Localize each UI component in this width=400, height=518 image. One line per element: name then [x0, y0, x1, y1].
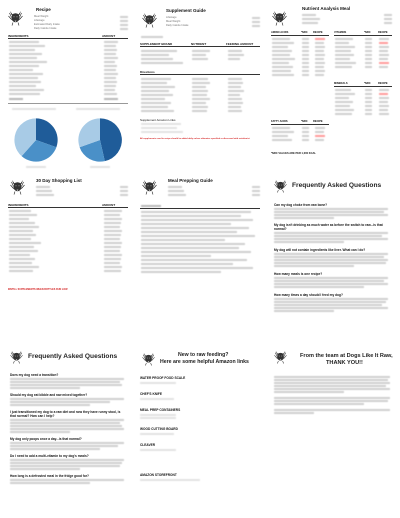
- page-title: Frequently Asked Questions: [292, 182, 382, 189]
- page-title: Recipe: [36, 7, 51, 12]
- link-section-heading: WATER PROOF FOOD SCALE: [140, 376, 186, 380]
- faq-question: How many meals is one recipe?: [274, 272, 323, 276]
- page-title: 30 Day Shopping List: [36, 178, 82, 183]
- dog-logo-icon: [142, 179, 157, 195]
- column-header: SUPPLEMENT BRAND: [140, 42, 173, 46]
- divider: [271, 124, 329, 125]
- meta-label: Meal Weight: [34, 15, 49, 18]
- page-title: From the team at Dogs Like It Raw,: [300, 353, 393, 359]
- link-section-heading: WOOD CUTTING BOARD: [140, 427, 178, 431]
- supplement-meta: [166, 16, 260, 28]
- column-header: *NRC: [301, 31, 308, 34]
- faq-question: How many times a day should I feed my dog?: [274, 293, 343, 297]
- page-subtitle: Here are some helpful Amazon links: [160, 359, 249, 365]
- page-subtitle: THANK YOU!!: [326, 360, 363, 366]
- meta-label: Meal Weight: [166, 20, 181, 23]
- divider: [334, 35, 392, 36]
- column-header: RECIPE: [313, 31, 323, 34]
- column-header: AMOUNT: [102, 34, 116, 38]
- pie-chart: [76, 116, 124, 164]
- recipe-meta: [34, 15, 128, 31]
- column-header: NUTRIENT: [191, 42, 207, 46]
- meta-label: Daily Calorie Intake: [166, 24, 189, 27]
- directions-heading: Directions: [140, 70, 155, 74]
- dog-logo-icon: [142, 352, 155, 366]
- dog-logo-icon: [274, 179, 287, 193]
- column-header: AMOUNT: [102, 203, 116, 207]
- page-title: Frequently Asked Questions: [28, 353, 118, 360]
- link-section-heading: MEAL PREP CONTAINERS: [140, 408, 181, 412]
- divider: [8, 207, 128, 208]
- meta-label: Estimated Daily Intake: [34, 23, 60, 26]
- shopping-list-page: [4, 175, 132, 343]
- faq-question: Should my dog eat kibble and raw mixed together?: [10, 393, 88, 397]
- meta-label: Lifestage: [166, 16, 177, 19]
- column-header: *NRC: [301, 120, 308, 123]
- divider: [140, 46, 260, 47]
- meta-label: Lifestage: [34, 19, 45, 22]
- recipe-page: [4, 4, 132, 172]
- amino-acids-heading: AMINO ACIDS: [271, 31, 289, 34]
- faq-question: My dog isn't drinking as much water as before the switch to raw...is that normal?: [274, 223, 383, 231]
- divider: [8, 103, 128, 104]
- nutrient-analysis-page: [268, 4, 396, 172]
- faq-page-2: [4, 346, 132, 514]
- minerals-heading: MINERALS: [334, 82, 348, 85]
- column-header: RECIPE: [378, 31, 388, 34]
- fatty-acids-heading: FATTY ACIDS: [271, 120, 288, 123]
- link-section-heading: AMAZON STOREFRONT: [140, 473, 177, 477]
- meal-prep-page: [136, 175, 264, 343]
- divider: [140, 74, 260, 75]
- nutrient-meta: [302, 13, 392, 25]
- nrc-footnote: *NRC VALUES ARE PER 1,000 KCAL: [271, 152, 316, 155]
- column-header: INGREDIENTS: [8, 203, 29, 207]
- link-section-heading: CHEF'S KNIFE: [140, 392, 163, 396]
- column-header: RECIPE: [313, 120, 323, 123]
- thank-you-page: [268, 346, 396, 514]
- column-header: FEEDING AMOUNT: [226, 42, 254, 46]
- prep-meta: [168, 185, 260, 197]
- column-header: *NRC: [364, 31, 371, 34]
- column-header: INGREDIENTS: [8, 34, 29, 38]
- page-title: Meal Prepping Guide: [168, 178, 213, 183]
- pie-chart: [12, 116, 60, 164]
- divider: [334, 86, 392, 87]
- faq-question: How long is a defrosted meal in the fridge good for?: [10, 474, 89, 478]
- amazon-links-page: [136, 346, 264, 514]
- link-section-heading: CLEAVER: [140, 443, 155, 447]
- page-title: Supplement Guide: [166, 8, 206, 13]
- column-header: RECIPE: [378, 82, 388, 85]
- dog-logo-icon: [274, 350, 287, 364]
- faq-question: I just transitioned my dog to a raw diet and now they have runny stool, is that normal? How can I help?: [10, 410, 121, 418]
- dog-logo-icon: [142, 12, 157, 28]
- page-title: Nutrient Analysis Meal: [302, 6, 351, 11]
- meta-label: Daily Calorie Intake: [34, 27, 57, 30]
- supplement-note: All supplements used in recipe should be added daily unless otherwise specified or discussed with nutritionist: [140, 138, 250, 140]
- divider: [8, 38, 128, 39]
- dog-logo-icon: [272, 10, 287, 26]
- shopping-meta: [36, 185, 128, 197]
- faq-question: Does my dog need a transition?: [10, 373, 59, 377]
- faq-question: Do I need to add a multi-vitamin to my dog's meals?: [10, 454, 89, 458]
- divider: [140, 208, 260, 209]
- faq-page-1: [268, 175, 396, 343]
- amazon-links-heading: Supplement Amazon Links: [140, 118, 176, 122]
- column-header: *NRC: [364, 82, 371, 85]
- dog-logo-icon: [10, 179, 25, 195]
- dog-logo-icon: [8, 10, 23, 26]
- faq-question: My dog only poops once a day...is that normal?: [10, 437, 82, 441]
- restock-note: INSTILL SUPPLEMENTS WHEN BOTTLES RUN LOW: [8, 288, 68, 291]
- faq-question: Can my dog choke from raw bone?: [274, 203, 328, 207]
- faq-question: My dog will not contain ingredients like liver. What can I do?: [274, 248, 366, 252]
- divider: [271, 35, 329, 36]
- vitamins-heading: VITAMINS: [334, 31, 347, 34]
- page-title: New to raw feeding?: [178, 352, 229, 358]
- supplement-page: [136, 4, 264, 172]
- dog-logo-icon: [10, 350, 23, 364]
